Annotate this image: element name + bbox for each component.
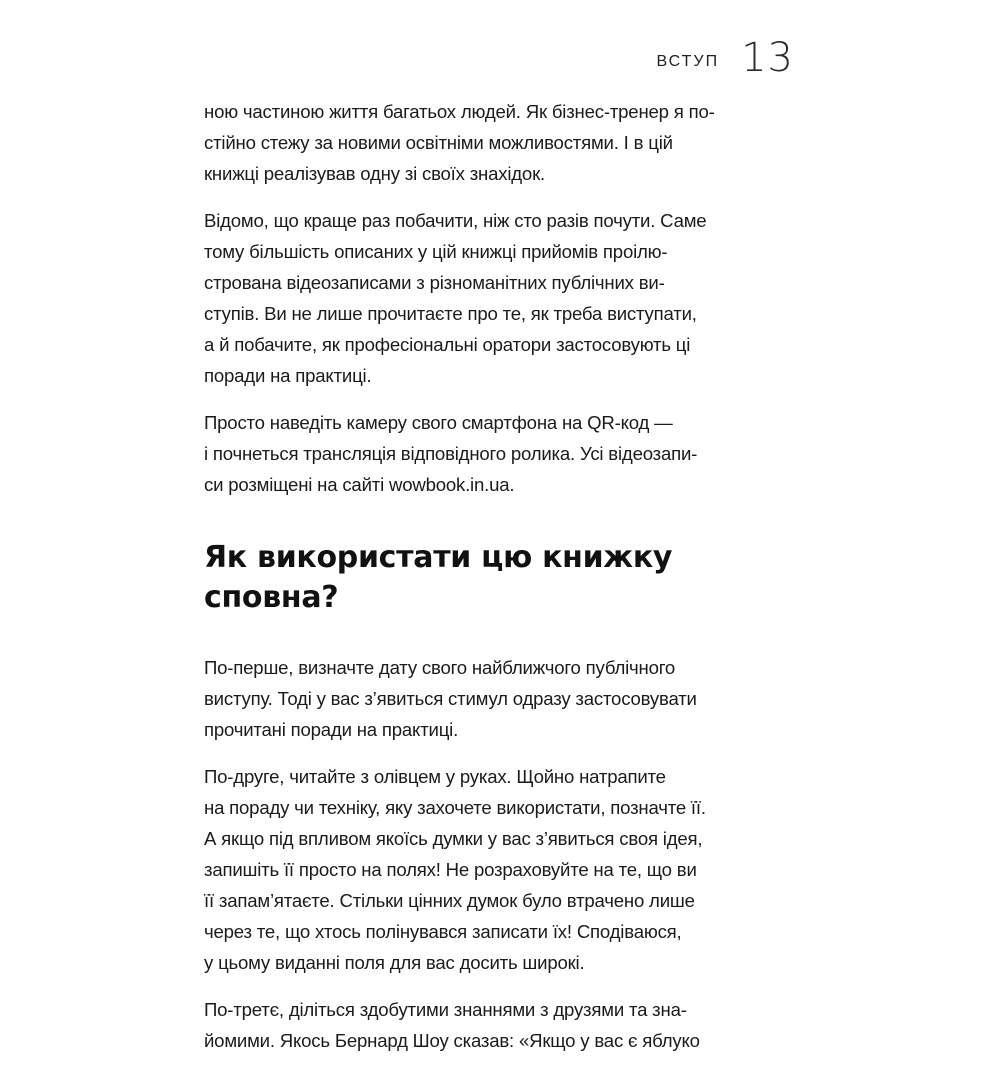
text-line: Відомо, що краще раз побачити, ніж сто разів почути. Саме xyxy=(204,210,707,231)
text-line: на пораду чи техніку, яку захочете використати, позначте її. xyxy=(204,797,706,818)
paragraph-6 xyxy=(204,994,764,1056)
text-line: книжці реалізував одну зі своїх знахідок. xyxy=(204,163,545,184)
text-line: через те, що хтось полінувався записати їх! Сподіваюся, xyxy=(204,921,682,942)
text-line: ною частиною життя багатьох людей. Як бізнес-тренер я по- xyxy=(204,101,715,122)
text-line: тому більшість описаних у цій книжці прийомів проілю- xyxy=(204,241,668,262)
text-line: поради на практиці. xyxy=(204,365,372,386)
paragraph-2 xyxy=(204,205,764,391)
text-line: прочитані поради на практиці. xyxy=(204,719,459,740)
text-line: у цьому виданні поля для вас досить широкі. xyxy=(204,952,585,973)
text-line: По-друге, читайте з олівцем у руках. Щойно натрапите xyxy=(204,766,666,787)
running-head xyxy=(656,35,794,81)
section-label: ВСТУП xyxy=(656,53,720,70)
text-line: А якщо під впливом якоїсь думки у вас з’явиться своя ідея, xyxy=(204,828,703,849)
text-line: її запам’ятаєте. Стільки цінних думок було втрачено лише xyxy=(204,890,695,911)
text-line: йомими. Якось Бернард Шоу сказав: «Якщо у вас є яблуко xyxy=(204,1030,700,1051)
paragraph-5 xyxy=(204,761,764,978)
heading-line: Як використати цю книжку xyxy=(204,540,673,575)
page-body xyxy=(204,96,764,1072)
text-line: а й побачите, як професіональні оратори застосовують ці xyxy=(204,334,691,355)
text-line: запишіть її просто на полях! Не розраховуйте на те, що ви xyxy=(204,859,697,880)
paragraph-4 xyxy=(204,652,764,745)
text-line: ступів. Ви не лише прочитаєте про те, як треба виступати, xyxy=(204,303,697,324)
paragraph-1 xyxy=(204,96,764,189)
text-line: си розміщені на сайті wowbook.in.ua. xyxy=(204,474,515,495)
section-heading xyxy=(204,538,764,618)
text-line: По-третє, діліться здобутими знаннями з друзями та зна- xyxy=(204,999,687,1020)
text-line: По-перше, визначте дату свого найближчого публічного xyxy=(204,657,676,678)
text-line: стійно стежу за новими освітніми можливостями. І в цій xyxy=(204,132,673,153)
text-line: виступу. Тоді у вас з’явиться стимул одразу застосовувати xyxy=(204,688,697,709)
paragraph-3 xyxy=(204,407,764,500)
heading-line: сповна? xyxy=(204,580,339,615)
text-line: строванa відеозаписами з різноманітних публічних ви- xyxy=(204,272,665,293)
text-line: Просто наведіть камеру свого смартфона на QR-код — xyxy=(204,412,673,433)
text-line: і почнеться трансляція відповідного ролика. Усі відеозапи- xyxy=(204,443,698,464)
page-number: 13 xyxy=(741,35,794,81)
